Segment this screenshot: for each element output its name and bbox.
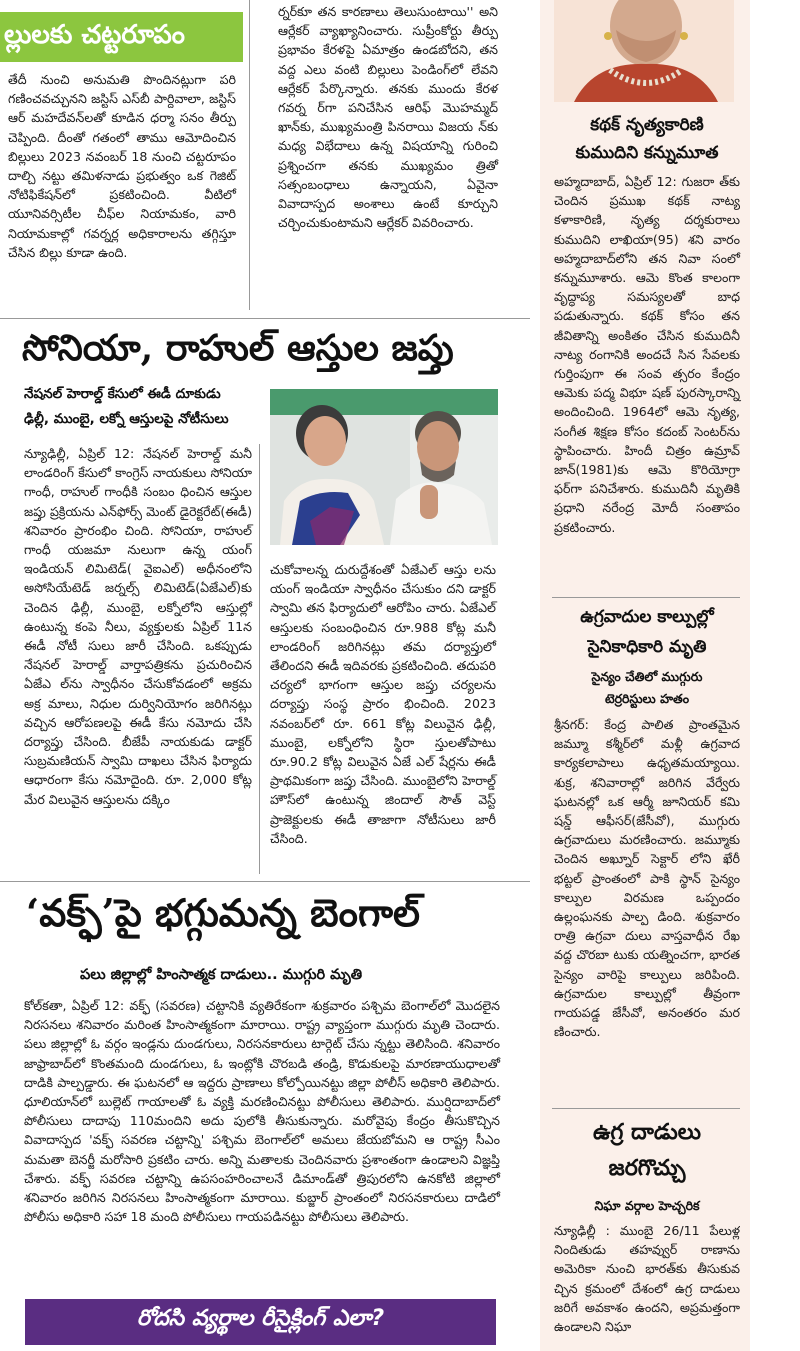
militants-headline-2: సైనికాధికారి మృతి — [587, 637, 707, 657]
section-divider — [552, 1108, 740, 1109]
militants-subhead-1: సైన్యం చేతిలో ముగ్గురు — [591, 669, 703, 684]
terror-article-text: న్యూఢిల్లీ : ముంబై 26/11 పేలుళ్ల నిందితుడు తహవ్వుర్ రాణాను అమెరికా నుంచి భారత్‌కు తీసుకువ చ్చిన క్రమంలో దేశంలో ఉగ్ర దాడులు జరిగే అవకాశం ఉందని, అప్రమత్తంగా ఉండాలని నిఘా — [554, 1223, 740, 1335]
waqf-article-text: కోల్‌కతా, ఏప్రిల్ 12: వక్ఫ్ (సవరణ) చట్టానికి వ్యతిరేకంగా శుక్రవారం పశ్చిమ బెంగాల్‌లో మొదలైన నిరసనలు శనివారం మరింత హింసాత్మకంగా మారాయి. రాష్ట్ర వ్యాప్తంగా ముగ్గురు మృతి చెందారు. పలు జిల్లాల్లో ఓ వర్గం ఇండ్లను దుండగులు, నిరసనకారులు టార్గెట్ చేసు న్నట్టు తెలిసింది. శనివారం జాఫ్రాబాద్‌లో కొంతమంది దుండగులు, ఓ ఇంట్లోకి చొరబడి తండ్రి, కొడుకులపై మారణాయుధాలతో దాడికి పాల్పడ్డారు. ఈ ఘటనలో ఆ ఇద్దరు ప్రాణాలు కోల్పోయినట్టు జిల్లా పోలీస్ అధికారి తెలిపారు. ధూలియాన్‌లో బుల్లెట్ గాయాలతో ఓ వ్యక్తి మరణించినట్టు పోలీసులు తెలిపారు. ముర్షిదాబాద్‌లో పోలీసులు దాదాపు 110మందిని అదు పులోకి తీసుకున్నారు. మరోవైపు కేంద్రం తీసుకొచ్చిన వివాదాస్పద 'వక్ఫ్ సవరణ చట్టాన్ని' పశ్చిమ బెంగాల్‌లో అమలు జేయబోమని ఆ రాష్ట్ర సీఎం మమతా బెనర్జీ మరోసారి ప్రకటిం చారు. అన్ని మతాలకు చెందినవారు ప్రశాంతంగా ఉండాలని విజ్ఞప్తి చేశారు. వక్ఫ్ సవరణ చట్టాన్ని ఉపసంహరించాలనే డిమాండ్‌తో త్రిపురలోని ఉనకోటి జిల్లాలో శనివారం జరిగిన నిరసనలు హింసాత్మకంగా మారాయి. కుబ్జార్ ప్రాంతంలో నిరసనకారులు దాడిలో పోలీసు అధికారి సహా 18 మంది పోలీసులు గాయపడినట్టు పోలీసులు తెలిపారు. — [24, 998, 500, 1225]
kathak-headline-1: కథక్ నృత్యకారిణి — [590, 115, 704, 135]
section-divider — [0, 318, 530, 319]
column-divider — [259, 444, 260, 874]
militants-headline-1: ఉగ్రవాదుల కాల్పుల్లో — [580, 607, 714, 627]
kumudini-portrait — [554, 0, 734, 102]
militants-article-text: శ్రీనగర్: కేంద్ర పాలిత ప్రాంతమైన జమ్మూ కశ్మీర్‌లో మళ్లీ ఉగ్రవాద కార్యకలాపాలు ఉధృతమయ్యాయి. శుక్ర, శనివారాల్లో జరిగిన వేర్వేరు ఘటనల్లో ఒక ఆర్మీ జూనియర్ కమి షన్డ్ ఆఫీసర్(జేసీవో), ముగ్గురు ఉగ్రవాదులు మరణించారు. జమ్మూకు చెందిన అఖ్నూర్ సెక్టార్ లోని ఖేరీ భట్టల్ ప్రాంతంలో పాకి స్థాన్ సైన్యం కాల్పుల విరమణ ఒప్పందం ఉల్లంఘనకు పాల్ప డింది. శుక్రవారం రాత్రి ఉగ్రవా దులు వాస్తవాధీన రేఖ వద్ద చొరబా టుకు యత్నించగా, భారత సైన్యం వారిపై కాల్పులు జరిపింది. ఉగ్రవాదుల కాల్పుల్లో తీవ్రంగా గాయపడ్డ జేసీవో, అనంతరం మర ణించారు. — [554, 717, 740, 1040]
sonia-subhead-2: ఢిల్లీ, ముంబై, లక్నో ఆస్తులపై నోటీసులు — [24, 411, 229, 427]
top-left-banner — [0, 12, 243, 62]
bottom-teaser-text: రోదసి వ్యర్థాల రీసైక్లింగ్ ఎలా? — [136, 1306, 385, 1331]
waqf-headline: ‘వక్ఫ్’పై భగ్గుమన్న బెంగాల్ — [26, 890, 420, 935]
sonia-headline: సోనియా, రాహుల్ ఆస్తుల జప్తు — [22, 327, 454, 369]
top-left-article-text: తేదీ నుంచి అనుమతి పొందినట్లుగా పరి గణించవచ్చునని జస్టిస్ ఎస్‌బీ పార్దివాలా, జస్టిస్ ఆర్ మహదేవన్‌లతో కూడిన ధర్మా సనం తీర్పు చెప్పింది. దీంతో గతంలో తాము ఆమోదించిన బిల్లులు 2023 నవంబర్ 18 నుంచి చట్టరూపం దాల్చి నట్టు తమిళనాడు ప్రభుత్వం ఒక గెజిట్ నోటిఫికేషన్‌లో ప్రకటించింది. వీటిలో యూనివర్సిటీల చీఫ్‌ల నియామకం, వారి నియామకాల్లో గవర్నర్ల అధికారాలను తగ్గిస్తూ చేసిన బిల్లు కూడా ఉంది. — [8, 72, 236, 260]
top-middle-article-text: ర్నర్‌కూ తన కారణాలు తెలుసుంటాయి'' అని ఆర్లేకర్ వ్యాఖ్యానించారు. సుప్రీంకోర్టు తీర్పు ప్రభావం కేరళపై ఏమాత్రం ఉండబోదని, తన వద్ద ఎలు వంటి బిల్లులు పెండింగ్‌లో లేవని ఆర్లేకర్ పేర్కొన్నారు. తనకు ముందు కేరళ గవర్న ర్‌గా పనిచేసిన ఆరిఫ్ మొహమ్మద్ ఖాన్‌కు, ముఖ్యమంత్రి పినరాయి విజయ న్‌కు మధ్య విభేదాలు ఉన్న విషయాన్ని గురించి ప్రశ్నించగా తనకు ముఖ్యమం త్రితో సత్సంబంధాలు ఉన్నాయని, ఏవైనా వివాదాస్పద అంశాలు ఉంటే కూర్చుని చర్చించుకుంటామని ఆర్లేకర్ వివరించారు. — [278, 4, 498, 231]
militants-subhead-2: టెర్రరిస్టులు హతం — [604, 691, 690, 706]
kathak-article-text: అహ్మదాబాద్, ఏప్రిల్ 12: గుజరా త్‌కు చెందిన ప్రముఖ కథక్ నాట్య కళాకారిణి, నృత్య దర్శకురాలు కుముదిని లాఖియా(95) శని వారం అహ్మదాబాద్‌లోని తన నివా సంలో కన్నుమూశారు. ఆమె కొంత కాలంగా వృద్ధాప్య సమస్యలతో బాధ పడుతున్నారు. కథక్ కోసం తన జీవితాన్ని అంకితం చేసిన కుముదినీ నాట్య రంగానికి అందచే సిన సేవలకు గుర్తింపుగా ఈ సంవ త్సరం కేంద్రం ఆమెకు పద్మ విభూ షణ్ పురస్కారాన్ని అందించింది. 1964లో ఆమె నృత్య, సంగీత శిక్షణ కోసం కదంబ్ సెంటర్‌ను స్థాపించారు. హిందీ చిత్రం ఉమ్రావ్ జాన్(1981)కు ఆమె కొరియోగ్రా ఫర్‌గా పనిచేశారు. కుముదినీ మృతికి ప్రధాని నరేంద్ర మోదీ సంతాపం ప్రకటించారు. — [554, 174, 740, 535]
top-left-banner-text: ల్లులకు చట్టరూపం — [4, 20, 185, 50]
bottom-teaser-banner[interactable] — [25, 1299, 496, 1345]
section-divider — [552, 597, 740, 598]
section-divider — [0, 881, 530, 882]
sonia-rahul-photo — [270, 389, 498, 545]
terror-headline-2: జరగొచ్చు — [608, 1156, 686, 1181]
sonia-article-col2: చుకోవాలన్న దురుద్దేశంతో ఏజేఎల్ ఆస్తు లను యంగ్ ఇండియా స్వాధీనం చేసుకుం దని డాక్టర్ స్వామి తన ఫిర్యాదులో ఆరోపిం చారు. ఏజేఎల్ ఆస్తులకు సంబంధించిన రూ.988 కోట్ల మనీ లాండరింగ్ జరిగినట్లు తమ దర్యాప్తులో తేలిందని ఈడీ ఇదివరకు ప్రకటించింది. తదుపరి చర్యలో భాగంగా ఆస్తుల జప్తు చర్యలను దర్యాప్తు సంస్థ ప్రారం భించింది. 2023 నవంబర్‌లో రూ. 661 కోట్ల విలువైన ఢిల్లీ, ముంబై, లక్నోలోని స్థిరా స్తులతోపాటు రూ.90.2 కోట్ల విలువైన ఏజే ఎల్ షేర్లను ఈడీ ప్రాథమికంగా జప్తు చేసింది. ముంబైలోని హెరాల్డ్ హౌస్‌లో ఉంటున్న జిందాల్ సౌత్ వెస్ట్ ప్రాజెక్టులకు ఈడీ తాజాగా నోటీసులు జారీ చేసింది. — [270, 562, 496, 846]
sonia-article-col1: న్యూఢిల్లీ, ఏప్రిల్ 12: నేషనల్ హెరాల్డ్ మనీ లాండరింగ్ కేసులో కాంగ్రెస్ నాయకులు సోనియా గాంధీ, రాహుల్ గాంధీకి సంబం ధించిన ఆస్తుల జప్తు ప్రక్రియను ఎన్‌ఫోర్స్ మెంట్ డైరెక్టరేట్(ఈడీ) శనివారం ప్రారంభిం చింది. సోనియా, రాహుల్ గాంధీ యజమా నులుగా ఉన్న యంగ్ ఇండియన్ లిమిటెడ్( వైఐఎల్) అధీనంలోని అసోసియేటెడ్ జర్నల్స్ లిమిటెడ్(ఏజేఎల్)కు చెందిన ఢిల్లీ, ముంబై, లక్నోలోని ఆస్తుల్లో ఉంటున్న కంపె నీలు, వ్యక్తులకు ఏప్రిల్ 11న ఈడీ నోటీ సులు జారీ చేసింది. ఒకప్పుడు నేషనల్ హెరాల్డ్ వార్తాపత్రికను ప్రచురించిన ఏజేఎ ల్‌ను స్వాధీనం చేసుకోవడంలో అక్రమ అక్ర మాలు, నిధుల దుర్వినియోగం జరిగినట్లు వచ్చిన ఆరోపణలపై ఈడీ కేసు నమోదు చేసి దర్యాప్తు చేసింది. బీజేపీ నాయకుడు డాక్టర్ సుబ్రమణియన్ స్వామి దాఖలు చేసిన ఫిర్యాదు ఆధారంగా కేసు నమోదైంది. రూ. 2,000 కోట్ల మేర విలువైన ఆస్తులను దక్కిం — [24, 446, 252, 807]
waqf-subhead: పలు జిల్లాల్లో హింసాత్మక దాడులు.. ముగ్గురి మృతి — [80, 967, 363, 983]
column-divider — [249, 0, 250, 310]
terror-subhead: నిఘా వర్గాల హెచ్చరిక — [594, 1198, 700, 1213]
terror-headline-1: ఉగ్ర దాడులు — [592, 1120, 702, 1145]
kathak-headline-2: కుముదిని కన్నుమూత — [575, 143, 719, 163]
sonia-subhead-1: నేషనల్ హెరాల్డ్ కేసులో ఈడీ దూకుడు — [24, 386, 221, 402]
